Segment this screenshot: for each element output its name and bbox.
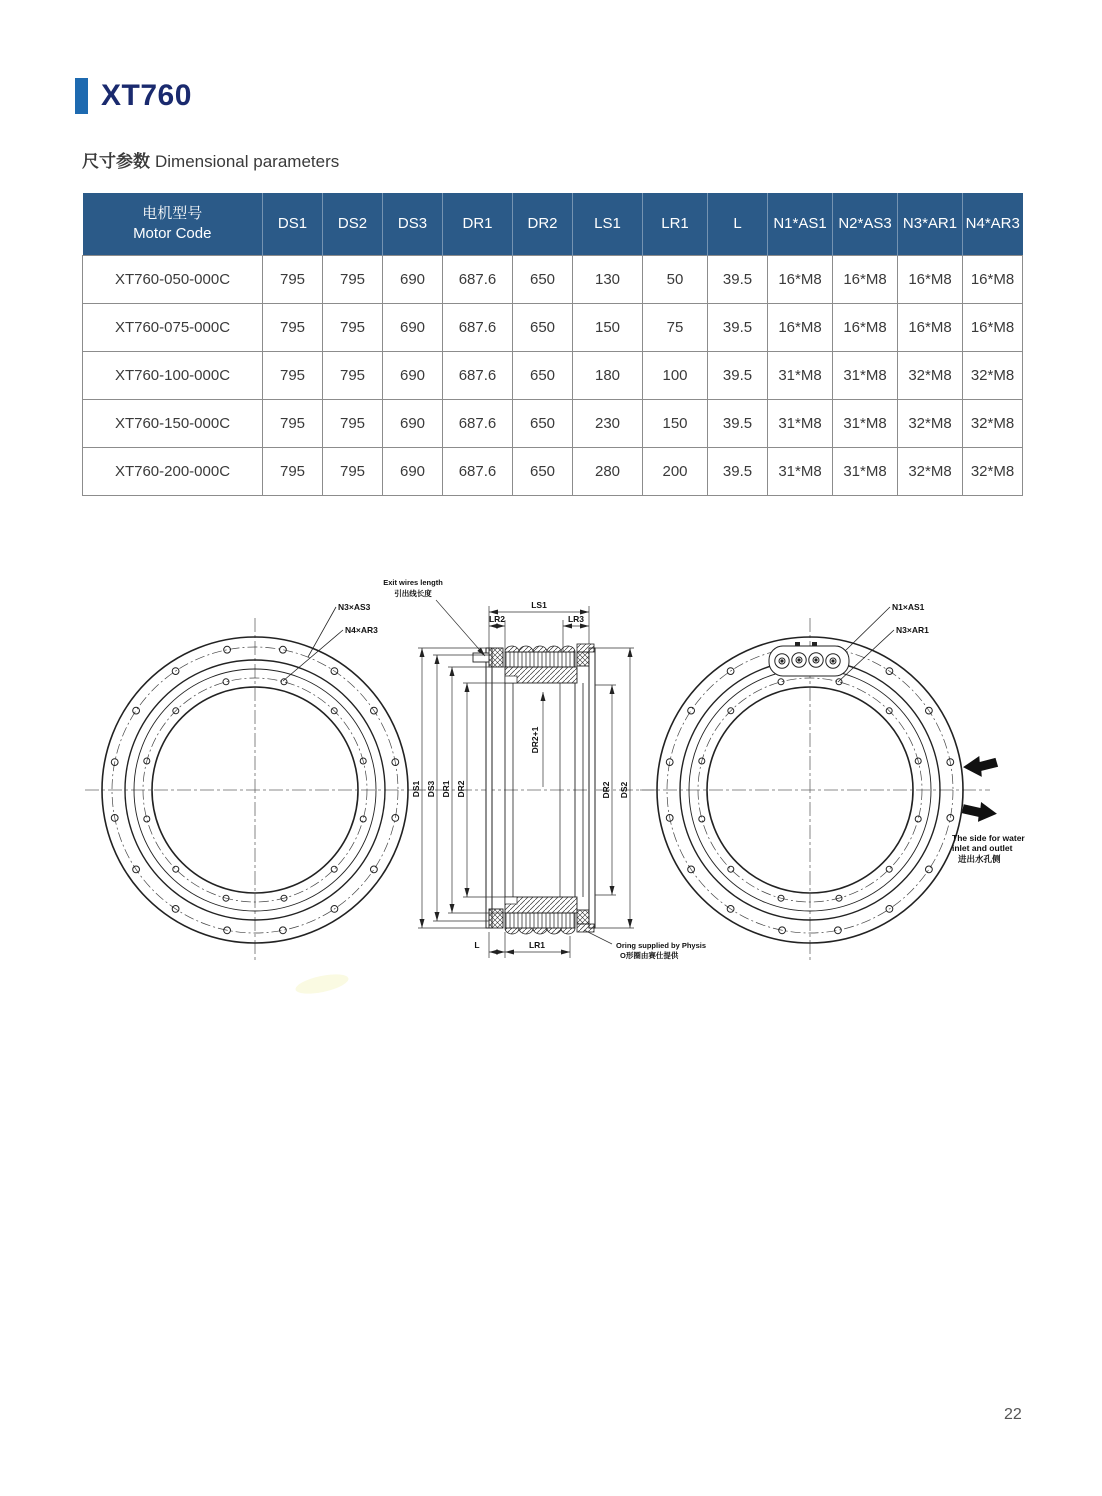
col-motor-code-en: Motor Code [133, 225, 212, 242]
col-n4ar3: N4*AR3 [963, 193, 1023, 256]
cell: 32*M8 [963, 400, 1023, 448]
dim-dr1: DR1 [441, 780, 451, 798]
subtitle-zh: 尺寸参数 [82, 152, 150, 171]
cell: 687.6 [443, 304, 513, 352]
cell: 16*M8 [963, 304, 1023, 352]
cell: 150 [643, 400, 708, 448]
cell: 795 [323, 352, 383, 400]
cell: 39.5 [708, 448, 768, 496]
cell: 230 [573, 400, 643, 448]
col-lr1: LR1 [643, 193, 708, 256]
cell-motor-code: XT760-050-000C [83, 256, 263, 304]
connector-block [769, 642, 849, 676]
dim-lr2: LR2 [488, 614, 506, 624]
cell: 795 [263, 304, 323, 352]
technical-drawing [0, 560, 1102, 1020]
highlighter-smudge [294, 971, 350, 998]
water-note-line3: 进出水孔侧 [958, 854, 1001, 864]
col-n2as3: N2*AS3 [833, 193, 898, 256]
table-row [83, 304, 1023, 352]
subtitle-en: Dimensional parameters [155, 152, 340, 171]
cell: 31*M8 [768, 448, 833, 496]
water-note-line1: The side for water [952, 833, 1025, 843]
cell: 180 [573, 352, 643, 400]
cell: 795 [323, 448, 383, 496]
dim-ds3: DS3 [426, 780, 436, 798]
exit-wires-label-en: Exit wires length [383, 578, 443, 587]
cell: 16*M8 [833, 304, 898, 352]
left-label-n4ar3: N4×AR3 [345, 625, 378, 635]
water-inlet-arrow-icon [962, 755, 998, 778]
cell: 650 [513, 256, 573, 304]
cell: 150 [573, 304, 643, 352]
table-row [83, 256, 1023, 304]
dim-ls1: LS1 [531, 600, 547, 610]
col-motor-code [83, 193, 263, 256]
cell: 16*M8 [898, 304, 963, 352]
col-ds3: DS3 [383, 193, 443, 256]
table-header-row [83, 193, 1023, 256]
cell: 687.6 [443, 448, 513, 496]
water-note-line2: inlet and outlet [952, 843, 1013, 853]
cell: 39.5 [708, 352, 768, 400]
section-subtitle [82, 147, 339, 172]
cell: 39.5 [708, 400, 768, 448]
cell: 16*M8 [963, 256, 1023, 304]
cell: 16*M8 [833, 256, 898, 304]
cell: 650 [513, 304, 573, 352]
cell: 690 [383, 400, 443, 448]
cell: 32*M8 [898, 400, 963, 448]
cell: 690 [383, 256, 443, 304]
dimensions-table [82, 193, 1023, 496]
cell: 39.5 [708, 256, 768, 304]
cell: 795 [323, 256, 383, 304]
dim-lr3: LR3 [567, 614, 585, 624]
dim-dr2-right: DR2 [601, 781, 611, 799]
cell: 16*M8 [768, 256, 833, 304]
cell: 16*M8 [898, 256, 963, 304]
cell: 32*M8 [963, 352, 1023, 400]
cell: 690 [383, 448, 443, 496]
exit-wires-label-zh: 引出线长度 [394, 589, 432, 598]
cell: 795 [263, 352, 323, 400]
cell: 795 [263, 256, 323, 304]
col-ds2: DS2 [323, 193, 383, 256]
cell: 687.6 [443, 256, 513, 304]
dim-ds1: DS1 [411, 780, 421, 798]
cell: 200 [643, 448, 708, 496]
water-flow-arrows [961, 755, 999, 824]
cell: 650 [513, 400, 573, 448]
oring-note-en: Oring supplied by Physis [616, 941, 707, 950]
right-label-n1as1: N1×AS1 [892, 602, 925, 612]
col-motor-code-zh: 电机型号 [142, 204, 203, 222]
col-dr1: DR1 [443, 193, 513, 256]
page-number: 22 [1004, 1406, 1022, 1423]
cell-motor-code: XT760-150-000C [83, 400, 263, 448]
cell: 31*M8 [833, 352, 898, 400]
title-accent-bar [75, 78, 88, 114]
cell: 39.5 [708, 304, 768, 352]
cell: 280 [573, 448, 643, 496]
cell-motor-code: XT760-075-000C [83, 304, 263, 352]
right-ring-view [640, 607, 990, 962]
cell: 687.6 [443, 352, 513, 400]
cell: 650 [513, 448, 573, 496]
dim-dr2-left: DR2 [456, 780, 466, 798]
col-n1as1: N1*AS1 [768, 193, 833, 256]
col-ds1: DS1 [263, 193, 323, 256]
cell: 31*M8 [833, 448, 898, 496]
table-row [83, 352, 1023, 400]
cell: 31*M8 [768, 352, 833, 400]
dim-ds2: DS2 [619, 781, 629, 799]
dim-dr2p1: DR2+1 [530, 726, 540, 754]
cell-motor-code: XT760-100-000C [83, 352, 263, 400]
cell: 50 [643, 256, 708, 304]
page-title: XT760 [101, 79, 192, 112]
col-dr2: DR2 [513, 193, 573, 256]
cell: 100 [643, 352, 708, 400]
cell: 650 [513, 352, 573, 400]
table-row [83, 448, 1023, 496]
oring-note-zh: O形圈由赛仕提供 [620, 951, 679, 960]
col-n3ar1: N3*AR1 [898, 193, 963, 256]
left-ring-view [85, 607, 425, 962]
water-outlet-arrow-icon [961, 800, 998, 824]
col-l: L [708, 193, 768, 256]
cell: 130 [573, 256, 643, 304]
cell: 32*M8 [898, 352, 963, 400]
cell: 795 [263, 448, 323, 496]
table-row [83, 400, 1023, 448]
cell: 687.6 [443, 400, 513, 448]
left-label-n3as3: N3×AS3 [338, 602, 371, 612]
right-label-n3ar1: N3×AR1 [896, 625, 929, 635]
cell: 795 [263, 400, 323, 448]
cell: 795 [323, 400, 383, 448]
cell: 32*M8 [963, 448, 1023, 496]
cell: 16*M8 [768, 304, 833, 352]
cell: 75 [643, 304, 708, 352]
cell: 31*M8 [833, 400, 898, 448]
col-ls1: LS1 [573, 193, 643, 256]
dim-lr1: LR1 [528, 940, 546, 950]
dim-l: L [474, 940, 480, 950]
cell: 690 [383, 352, 443, 400]
cell: 690 [383, 304, 443, 352]
cell: 795 [323, 304, 383, 352]
cell: 32*M8 [898, 448, 963, 496]
cell-motor-code: XT760-200-000C [83, 448, 263, 496]
title-bar [75, 78, 192, 114]
cell: 31*M8 [768, 400, 833, 448]
